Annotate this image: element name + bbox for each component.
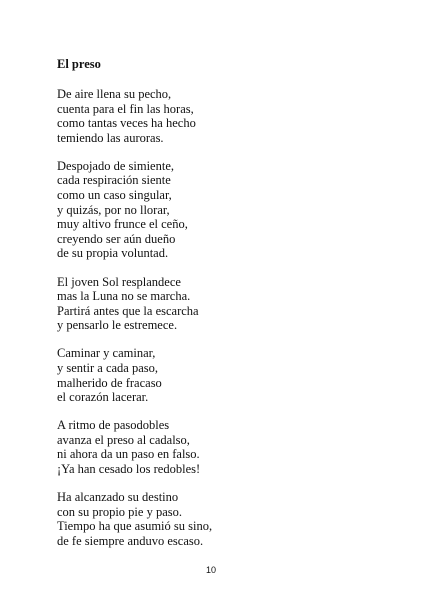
poem-line: malherido de fracaso bbox=[57, 375, 162, 390]
poem-title: El preso bbox=[57, 57, 101, 71]
poem-line: temiendo las auroras. bbox=[57, 130, 164, 145]
poem-line: ni ahora da un paso en falso. bbox=[57, 447, 200, 462]
poem-line: el corazón lacerar. bbox=[57, 390, 149, 405]
poem-line: con su propio pie y paso. bbox=[57, 504, 182, 519]
poem-line: y pensarlo le estremece. bbox=[57, 318, 178, 333]
poem-line: Caminar y caminar, bbox=[57, 346, 156, 361]
poem-line: y quizás, por no llorar, bbox=[57, 202, 170, 217]
poem-line: como tantas veces ha hecho bbox=[57, 116, 196, 131]
poem-line: cada respiración siente bbox=[57, 173, 171, 188]
poem-line: mas la Luna no se marcha. bbox=[57, 289, 191, 304]
poem-line: cuenta para el fin las horas, bbox=[57, 101, 194, 116]
stanza-6 bbox=[57, 490, 212, 548]
poem-line: de su propia voluntad. bbox=[57, 246, 169, 261]
poem-line: De aire llena su pecho, bbox=[57, 87, 172, 101]
stanza-2 bbox=[57, 159, 212, 261]
poem-line: ¡Ya han cesado los redobles! bbox=[57, 462, 201, 477]
poem-line: y sentir a cada paso, bbox=[57, 361, 159, 375]
stanza-4 bbox=[57, 346, 212, 404]
poem-line: creyendo ser aún dueño bbox=[57, 231, 176, 246]
poem-line: Despojado de simiente, bbox=[57, 158, 174, 173]
poem-body bbox=[57, 87, 212, 562]
poem-line: como un caso singular, bbox=[57, 188, 172, 203]
stanza-1 bbox=[57, 87, 212, 145]
poem-line: Tiempo ha que asumió su sino, bbox=[57, 519, 213, 534]
poem-line: El joven Sol resplandece bbox=[57, 274, 181, 289]
poem-line: muy altivo frunce el ceño, bbox=[57, 217, 188, 232]
poem-line: Partirá antes que la escarcha bbox=[57, 303, 199, 318]
stanza-3 bbox=[57, 275, 212, 333]
poem-line: A ritmo de pasodobles bbox=[57, 418, 170, 433]
poem-line: Ha alcanzado su destino bbox=[57, 490, 179, 505]
page-number: 10 bbox=[205, 565, 216, 575]
poem-line: de fe siempre anduvo escaso. bbox=[57, 533, 204, 548]
stanza-5 bbox=[57, 418, 212, 476]
poem-line: avanza el preso al cadalso, bbox=[57, 432, 190, 447]
